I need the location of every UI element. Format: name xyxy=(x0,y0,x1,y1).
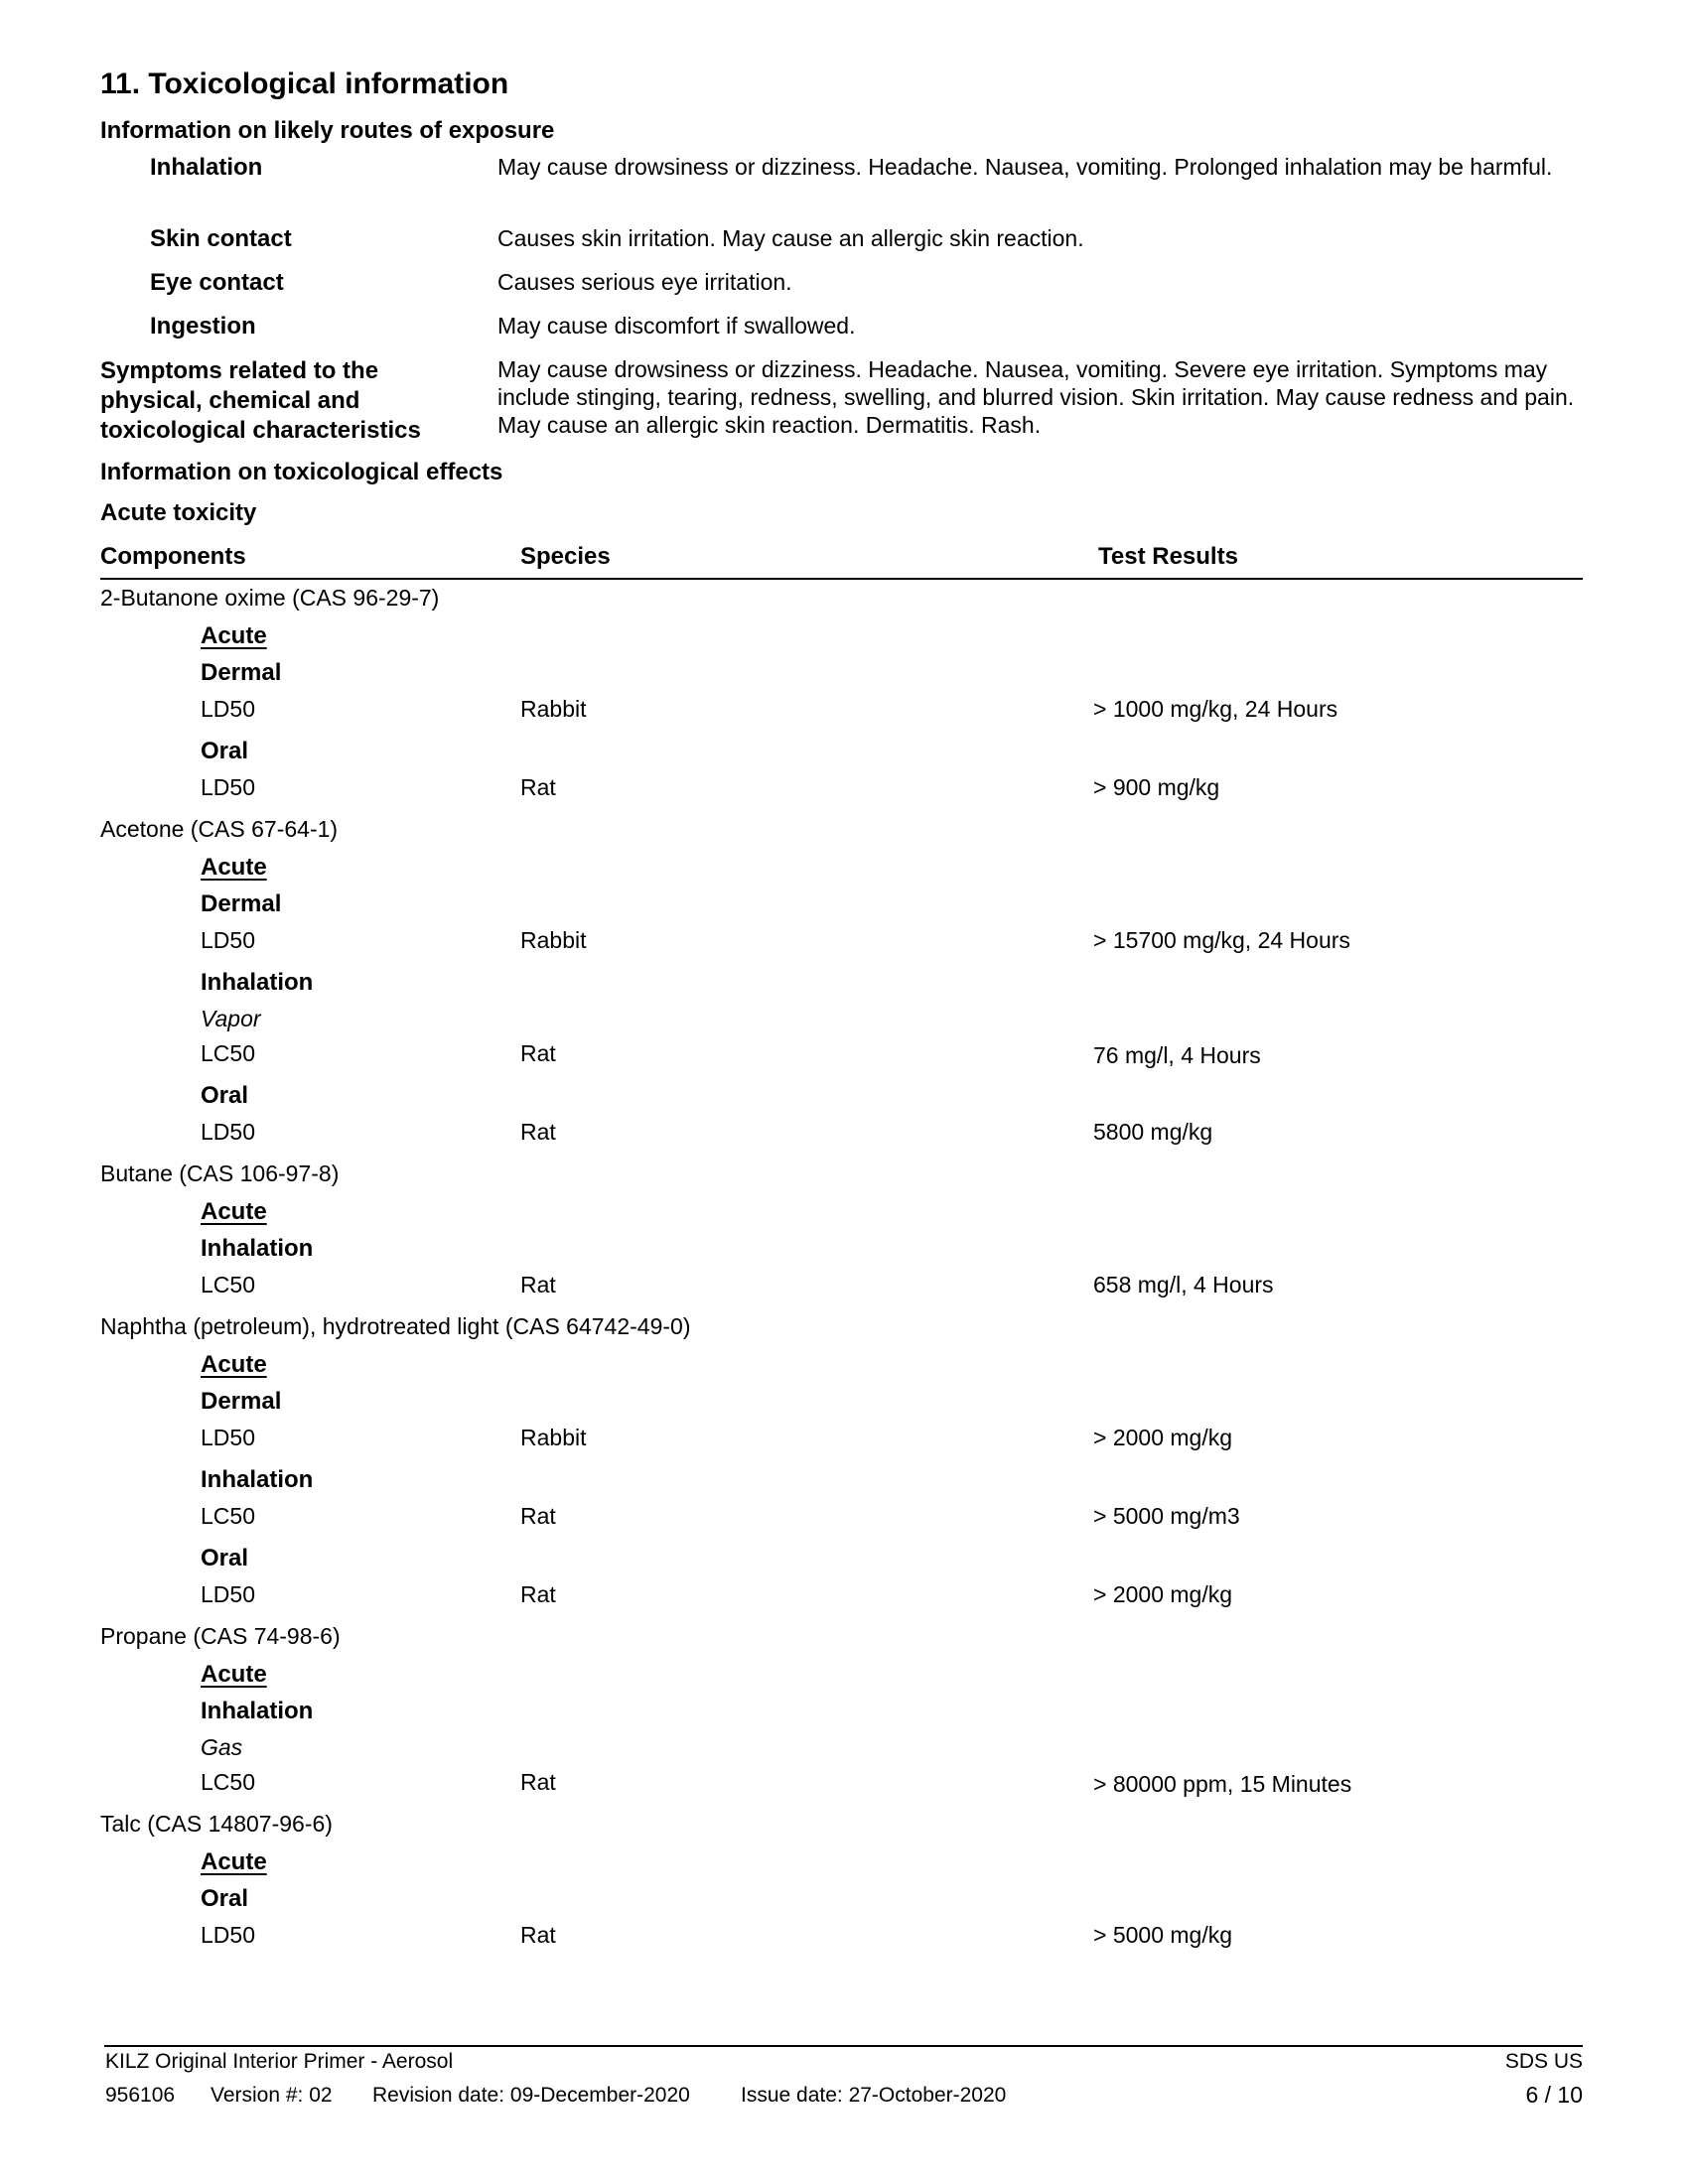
test-result: > 2000 mg/kg xyxy=(1093,1425,1233,1450)
footer-product: KILZ Original Interior Primer - Aerosol xyxy=(105,2050,454,2073)
table-header-rule xyxy=(100,578,1583,580)
test-result: > 1000 mg/kg, 24 Hours xyxy=(1093,696,1338,722)
col-header-results: Test Results xyxy=(1098,543,1238,570)
test-type: LD50 xyxy=(201,1922,255,1948)
route-label: Inhalation xyxy=(201,1235,314,1262)
test-result: 658 mg/l, 4 Hours xyxy=(1093,1272,1274,1297)
test-species: Rat xyxy=(520,1922,556,1948)
test-result: > 80000 ppm, 15 Minutes xyxy=(1093,1771,1352,1797)
test-result: > 15700 mg/kg, 24 Hours xyxy=(1093,927,1350,953)
test-type: LD50 xyxy=(201,927,255,953)
test-type: LD50 xyxy=(201,696,255,722)
footer-revision-date: Revision date: 09-December-2020 xyxy=(372,2084,690,2107)
test-type: LC50 xyxy=(201,1769,255,1795)
acute-label: Acute xyxy=(201,1198,267,1225)
footer-version: Version #: 02 xyxy=(211,2084,333,2107)
test-type: LD50 xyxy=(201,1581,255,1607)
test-species: Rat xyxy=(520,1503,556,1529)
symptoms-text: May cause drowsiness or dizziness. Headache. Nausea, vomiting. Severe eye irritation. Symptoms may include stinging, tearing, redness, swelling, and blurred vision. Skin irritation. May cause redness and pain. May cause an allergic skin reaction. Dermatitis. Rash. xyxy=(497,356,1575,438)
col-header-species: Species xyxy=(520,543,611,570)
route-label: Dermal xyxy=(201,890,282,917)
acute-label: Acute xyxy=(201,1661,267,1688)
test-result: 5800 mg/kg xyxy=(1093,1119,1213,1145)
test-species: Rabbit xyxy=(520,1425,587,1450)
footer-doc-type: SDS US xyxy=(1504,2050,1583,2073)
symptoms-label xyxy=(100,356,421,446)
component-name: Acetone (CAS 67-64-1) xyxy=(100,816,339,842)
test-result: > 5000 mg/kg xyxy=(1093,1922,1233,1948)
test-type: LC50 xyxy=(201,1040,255,1066)
route-label-inhalation: Inhalation xyxy=(150,154,263,181)
test-species: Rat xyxy=(520,774,556,800)
symptoms-label-line-2: physical, chemical and xyxy=(100,387,360,414)
footer-issue-date: Issue date: 27-October-2020 xyxy=(741,2084,1007,2107)
component-name: Talc (CAS 14807-96-6) xyxy=(100,1811,333,1837)
route-label-ingestion: Ingestion xyxy=(150,313,256,340)
acute-label: Acute xyxy=(201,1351,267,1378)
test-species: Rabbit xyxy=(520,696,587,722)
test-species: Rat xyxy=(520,1119,556,1145)
route-label: Oral xyxy=(201,738,249,764)
route-text-ingestion: May cause discomfort if swallowed. xyxy=(497,313,856,339)
route-text-eye: Causes serious eye irritation. xyxy=(497,269,792,295)
section-title: 11. Toxicological information xyxy=(100,68,509,100)
acute-label: Acute xyxy=(201,622,267,649)
test-species: Rat xyxy=(520,1769,556,1795)
test-type: LC50 xyxy=(201,1503,255,1529)
component-name: Propane (CAS 74-98-6) xyxy=(100,1623,341,1649)
route-label: Dermal xyxy=(201,1388,282,1415)
route-label-skin: Skin contact xyxy=(150,225,292,252)
route-label-eye: Eye contact xyxy=(150,269,284,296)
test-result: > 5000 mg/m3 xyxy=(1093,1503,1240,1529)
test-species: Rabbit xyxy=(520,927,587,953)
effects-heading: Information on toxicological effects xyxy=(100,459,503,485)
test-result: > 900 mg/kg xyxy=(1093,774,1220,800)
col-header-components: Components xyxy=(100,543,246,570)
test-species: Rat xyxy=(520,1272,556,1297)
symptoms-label-line-1: Symptoms related to the xyxy=(100,357,379,384)
footer-rule xyxy=(104,2045,1583,2047)
component-name: Naphtha (petroleum), hydrotreated light (CAS 64742-49-0) xyxy=(100,1313,691,1339)
exposure-form: Gas xyxy=(201,1734,243,1760)
component-name: 2-Butanone oxime (CAS 96-29-7) xyxy=(100,585,440,611)
route-label: Inhalation xyxy=(201,1466,314,1493)
route-label: Inhalation xyxy=(201,969,314,996)
test-species: Rat xyxy=(520,1040,556,1066)
footer-page-number: 6 / 10 xyxy=(1525,2082,1583,2108)
footer-doc-number: 956106 xyxy=(105,2084,176,2107)
acute-toxicity-heading: Acute toxicity xyxy=(100,499,257,526)
route-label: Oral xyxy=(201,1082,249,1109)
route-text-skin: Causes skin irritation. May cause an allergic skin reaction. xyxy=(497,225,1084,251)
route-label: Dermal xyxy=(201,659,282,686)
acute-label: Acute xyxy=(201,854,267,881)
test-type: LC50 xyxy=(201,1272,255,1297)
test-species: Rat xyxy=(520,1581,556,1607)
route-label: Inhalation xyxy=(201,1698,314,1724)
routes-heading: Information on likely routes of exposure xyxy=(100,117,555,144)
symptoms-label-line-3: toxicological characteristics xyxy=(100,417,421,444)
exposure-form: Vapor xyxy=(201,1006,261,1031)
acute-label: Acute xyxy=(201,1848,267,1875)
test-result: > 2000 mg/kg xyxy=(1093,1581,1233,1607)
test-type: LD50 xyxy=(201,1119,255,1145)
route-label: Oral xyxy=(201,1885,249,1912)
test-type: LD50 xyxy=(201,774,255,800)
route-text-inhalation: May cause drowsiness or dizziness. Headache. Nausea, vomiting. Prolonged inhalation may be harmful. xyxy=(497,154,1553,180)
component-name: Butane (CAS 106-97-8) xyxy=(100,1160,340,1186)
test-result: 76 mg/l, 4 Hours xyxy=(1093,1042,1261,1068)
test-type: LD50 xyxy=(201,1425,255,1450)
route-label: Oral xyxy=(201,1545,249,1571)
